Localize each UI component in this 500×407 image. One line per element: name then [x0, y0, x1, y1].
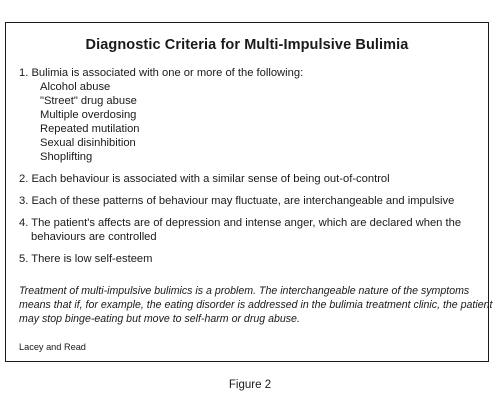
criterion-1: 1. Bulimia is associated with one or more of the following:	[19, 67, 304, 79]
criterion-4-line-2: behaviours are controlled	[31, 231, 157, 243]
figure-caption: Figure 2	[228, 379, 272, 391]
paragraph-line: means that if, for example, the eating disorder is addressed in the bulimia treatment clinic, the patient	[19, 299, 493, 311]
criterion-2: 2. Each behaviour is associated with a similar sense of being out-of-control	[19, 173, 390, 185]
criterion-1-item: Repeated mutilation	[40, 123, 140, 135]
criterion-4-line-1: 4. The patient's affects are of depression and intense anger, which are declared when the	[19, 217, 462, 229]
box-title: Diagnostic Criteria for Multi-Impulsive Bulimia	[85, 37, 409, 53]
criterion-5: 5. There is low self-esteem	[19, 253, 153, 265]
source-attribution: Lacey and Read	[19, 342, 86, 352]
criterion-1-item: Shoplifting	[40, 151, 93, 163]
criterion-1-item: Multiple overdosing	[40, 109, 137, 121]
criterion-1-item: "Street" drug abuse	[40, 95, 137, 107]
paragraph-line: may stop binge-eating but move to self-harm or drug abuse.	[19, 313, 300, 325]
criterion-1-item: Sexual disinhibition	[40, 137, 136, 149]
criteria-box	[5, 22, 493, 362]
criterion-1-item: Alcohol abuse	[40, 81, 111, 93]
criterion-3: 3. Each of these patterns of behaviour may fluctuate, are interchangeable and impulsive	[19, 195, 455, 207]
treatment-paragraph	[19, 284, 493, 326]
paragraph-line: Treatment of multi-impulsive bulimics is a problem. The interchangeable nature of the symptoms	[19, 285, 470, 297]
